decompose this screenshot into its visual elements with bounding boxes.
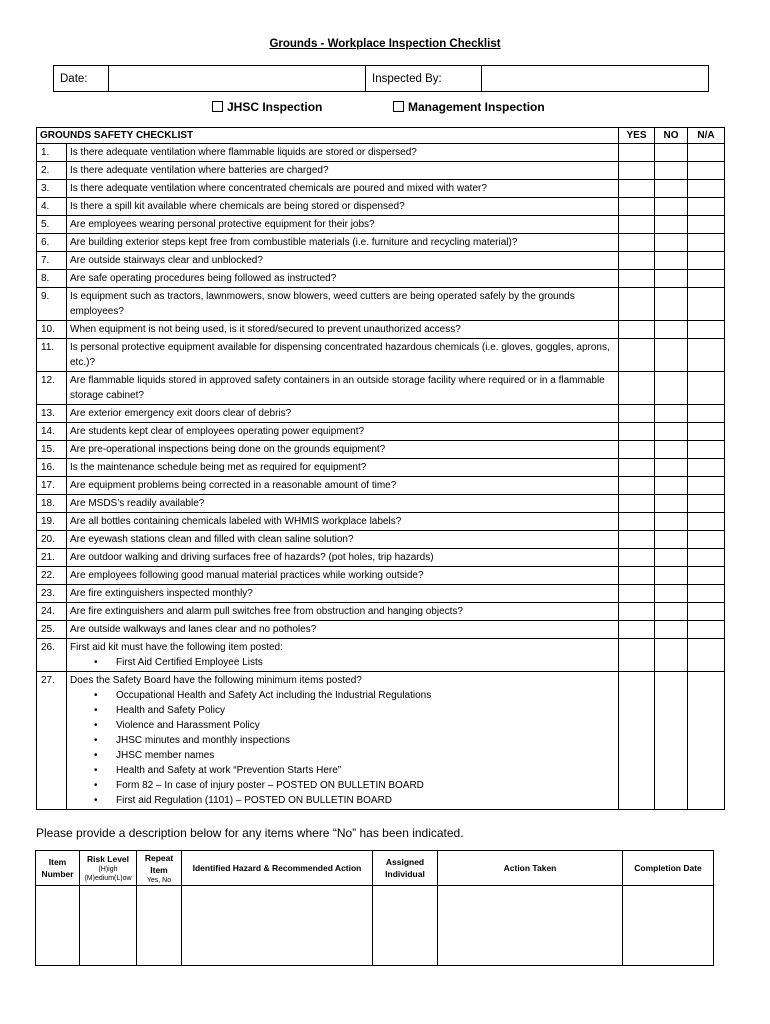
checklist-row: [37, 162, 725, 180]
yes-cell[interactable]: [619, 567, 655, 585]
repeat-item-label: Repeat Item: [144, 852, 174, 875]
item-question: [67, 513, 619, 531]
no-cell[interactable]: [655, 339, 688, 372]
na-cell[interactable]: [688, 531, 725, 549]
item-number: 19.: [37, 513, 67, 531]
item-question: [67, 216, 619, 234]
inspected-by-field[interactable]: [482, 66, 709, 92]
na-cell[interactable]: [688, 672, 725, 810]
management-inspection-option[interactable]: [393, 100, 545, 114]
yes-cell[interactable]: [619, 672, 655, 810]
no-column-header: NO: [655, 128, 688, 144]
yes-cell[interactable]: [619, 405, 655, 423]
item-number: 10.: [37, 321, 67, 339]
item-question-text: Is equipment such as tractors, lawnmowers, snow blowers, weed cutters are being operated safely by the grounds employees?: [70, 291, 575, 317]
item-number: 4.: [37, 198, 67, 216]
bullet-list: [70, 688, 615, 808]
item-question-text: Is there adequate ventilation where concentrated chemicals are poured and mixed with water?: [70, 183, 487, 194]
checklist-row: [37, 372, 725, 405]
item-question: [67, 531, 619, 549]
checklist-row: [37, 459, 725, 477]
bullet-item: • Health and Safety Policy: [116, 703, 615, 718]
no-cell[interactable]: [655, 477, 688, 495]
checklist-row: [37, 672, 725, 810]
yes-cell[interactable]: [619, 549, 655, 567]
no-cell[interactable]: [655, 162, 688, 180]
item-number: 1.: [37, 144, 67, 162]
item-number: 7.: [37, 252, 67, 270]
item-question-text: Are pre-operational inspections being done on the grounds equipment?: [70, 444, 386, 455]
description-instruction: Please provide a description below for any items where “No” has been indicated.: [36, 826, 464, 840]
item-question-text: Are employees wearing personal protective equipment for their jobs?: [70, 219, 375, 230]
checklist-row: [37, 477, 725, 495]
yes-cell[interactable]: [619, 144, 655, 162]
checklist-heading: GROUNDS SAFETY CHECKLIST: [37, 128, 619, 144]
yes-cell[interactable]: [619, 459, 655, 477]
header-table: [53, 65, 709, 92]
na-cell[interactable]: [688, 549, 725, 567]
no-cell[interactable]: [655, 180, 688, 198]
risk-level-header: [80, 851, 137, 886]
na-cell[interactable]: [688, 288, 725, 321]
yes-cell[interactable]: [619, 321, 655, 339]
risk-level-scale: (H)igh (M)edium(L)ow: [84, 866, 132, 882]
page-title: Grounds - Workplace Inspection Checklist: [269, 38, 501, 50]
yes-cell[interactable]: [619, 513, 655, 531]
assigned-cell[interactable]: [373, 886, 438, 966]
item-question-text: Is there a spill kit available where chemicals are being stored or dispensed?: [70, 201, 405, 212]
na-cell[interactable]: [688, 144, 725, 162]
na-cell[interactable]: [688, 567, 725, 585]
checklist-row: [37, 270, 725, 288]
item-question: [67, 339, 619, 372]
checklist-row: [37, 252, 725, 270]
item-question: [67, 549, 619, 567]
item-number: 20.: [37, 531, 67, 549]
item-question: [67, 252, 619, 270]
assigned-header: Assigned Individual: [373, 851, 438, 886]
checklist-row: [37, 405, 725, 423]
item-question: [67, 198, 619, 216]
item-number: 24.: [37, 603, 67, 621]
na-cell[interactable]: [688, 603, 725, 621]
no-cell[interactable]: [655, 639, 688, 672]
no-cell[interactable]: [655, 321, 688, 339]
item-question: [67, 477, 619, 495]
no-cell[interactable]: [655, 198, 688, 216]
no-cell[interactable]: [655, 234, 688, 252]
na-cell[interactable]: [688, 180, 725, 198]
item-number: 23.: [37, 585, 67, 603]
bullet-item: • Form 82 – In case of injury poster – POSTED ON BULLETIN BOARD: [116, 778, 615, 793]
yes-cell[interactable]: [619, 234, 655, 252]
yes-cell[interactable]: [619, 270, 655, 288]
item-question: [67, 234, 619, 252]
no-cell[interactable]: [655, 252, 688, 270]
item-question-text: Are MSDS’s readily available?: [70, 498, 205, 509]
item-question-text: Are all bottles containing chemicals labeled with WHMIS workplace labels?: [70, 516, 402, 527]
item-question: [67, 639, 619, 672]
na-cell[interactable]: [688, 198, 725, 216]
hazard-header: Identified Hazard & Recommended Action: [182, 851, 373, 886]
item-question-text: Is personal protective equipment available for dispensing concentrated hazardous chemicals (i.e. gloves, goggles, aprons, etc.)?: [70, 342, 610, 368]
item-question: [67, 321, 619, 339]
no-cell[interactable]: [655, 270, 688, 288]
bullet-item: • First aid Regulation (1101) – POSTED ON BULLETIN BOARD: [116, 793, 615, 808]
item-number: 21.: [37, 549, 67, 567]
checkbox-icon[interactable]: [393, 101, 404, 112]
item-question-text: Are eyewash stations clean and filled with clean saline solution?: [70, 534, 354, 545]
no-cell[interactable]: [655, 531, 688, 549]
bullet-list: [70, 655, 615, 670]
na-cell[interactable]: [688, 423, 725, 441]
item-number: 3.: [37, 180, 67, 198]
repeat-item-header: [137, 851, 182, 886]
na-cell[interactable]: [688, 621, 725, 639]
checklist-row: [37, 549, 725, 567]
checklist-row: [37, 441, 725, 459]
item-number: 9.: [37, 288, 67, 321]
bullet-item: • JHSC member names: [116, 748, 615, 763]
item-question: [67, 405, 619, 423]
item-number: 12.: [37, 372, 67, 405]
item-question-text: Are outside stairways clear and unblocked?: [70, 255, 263, 266]
date-label: Date:: [54, 66, 109, 92]
item-question-text: Are employees following good manual material practices while working outside?: [70, 570, 424, 581]
checklist-row: [37, 621, 725, 639]
item-question: [67, 180, 619, 198]
no-cell[interactable]: [655, 585, 688, 603]
risk-level-label: Risk Level: [86, 854, 130, 864]
item-question-text: Are students kept clear of employees operating power equipment?: [70, 426, 365, 437]
item-question: [67, 585, 619, 603]
item-question: [67, 372, 619, 405]
bullet-item: • JHSC minutes and monthly inspections: [116, 733, 615, 748]
bullet-item: • Occupational Health and Safety Act including the Industrial Regulations: [116, 688, 615, 703]
completion-date-cell[interactable]: [623, 886, 714, 966]
checklist-row: [37, 234, 725, 252]
checklist-row: [37, 603, 725, 621]
checklist-row: [37, 513, 725, 531]
checklist-row: [37, 288, 725, 321]
yes-cell[interactable]: [619, 531, 655, 549]
item-number: 15.: [37, 441, 67, 459]
item-question: [67, 270, 619, 288]
checklist-row: [37, 567, 725, 585]
item-number: 8.: [37, 270, 67, 288]
checklist-row: [37, 423, 725, 441]
item-question-text: Are outdoor walking and driving surfaces free of hazards? (pot holes, trip hazards): [70, 552, 434, 563]
item-question: [67, 672, 619, 810]
na-cell[interactable]: [688, 321, 725, 339]
item-question-text: Is the maintenance schedule being met as required for equipment?: [70, 462, 367, 473]
item-question-text: Is there adequate ventilation where batteries are charged?: [70, 165, 329, 176]
yes-column-header: YES: [619, 128, 655, 144]
item-number: 16.: [37, 459, 67, 477]
yes-cell[interactable]: [619, 339, 655, 372]
item-question-text: Are safe operating procedures being followed as instructed?: [70, 273, 337, 284]
item-question-text: Are fire extinguishers inspected monthly?: [70, 588, 253, 599]
item-number: 26.: [37, 639, 67, 672]
yes-cell[interactable]: [619, 180, 655, 198]
item-question-text: Are building exterior steps kept free from combustible materials (i.e. furniture and recycling material)?: [70, 237, 518, 248]
item-question: [67, 567, 619, 585]
no-cell[interactable]: [655, 372, 688, 405]
item-question: [67, 603, 619, 621]
no-cell[interactable]: [655, 513, 688, 531]
hazard-cell[interactable]: [182, 886, 373, 966]
yes-cell[interactable]: [619, 603, 655, 621]
repeat-item-cell[interactable]: [137, 886, 182, 966]
na-cell[interactable]: [688, 339, 725, 372]
na-cell[interactable]: [688, 441, 725, 459]
item-question-text: Is there adequate ventilation where flammable liquids are stored or dispersed?: [70, 147, 417, 158]
date-field[interactable]: [109, 66, 366, 92]
item-number: 6.: [37, 234, 67, 252]
checkbox-icon[interactable]: [212, 101, 223, 112]
yes-cell[interactable]: [619, 495, 655, 513]
item-number: 2.: [37, 162, 67, 180]
no-cell[interactable]: [655, 459, 688, 477]
na-cell[interactable]: [688, 216, 725, 234]
yes-cell[interactable]: [619, 162, 655, 180]
yes-cell[interactable]: [619, 216, 655, 234]
bullet-item: • Violence and Harassment Policy: [116, 718, 615, 733]
na-cell[interactable]: [688, 270, 725, 288]
item-number: 5.: [37, 216, 67, 234]
item-question: [67, 288, 619, 321]
item-number: 17.: [37, 477, 67, 495]
item-number: 25.: [37, 621, 67, 639]
item-question-text: Are flammable liquids stored in approved safety containers in an outside storage facility where required or in a flammable storage cabinet?: [70, 375, 605, 401]
na-cell[interactable]: [688, 639, 725, 672]
yes-cell[interactable]: [619, 621, 655, 639]
followup-table: [35, 850, 714, 966]
item-number: 14.: [37, 423, 67, 441]
no-cell[interactable]: [655, 549, 688, 567]
safety-checklist-table: [36, 127, 725, 810]
na-cell[interactable]: [688, 162, 725, 180]
no-cell[interactable]: [655, 405, 688, 423]
checklist-row: [37, 144, 725, 162]
checklist-row: [37, 216, 725, 234]
yes-cell[interactable]: [619, 198, 655, 216]
checklist-row: [37, 180, 725, 198]
checklist-row: [37, 639, 725, 672]
yes-cell[interactable]: [619, 585, 655, 603]
item-number-header: Item Number: [36, 851, 80, 886]
repeat-item-options: Yes, No: [146, 876, 172, 884]
inspected-by-label: Inspected By:: [366, 66, 482, 92]
item-question: [67, 495, 619, 513]
na-cell[interactable]: [688, 459, 725, 477]
item-question-text: First aid kit must have the following item posted:: [70, 642, 283, 653]
na-column-header: N/A: [688, 128, 725, 144]
item-question-text: Are equipment problems being corrected in a reasonable amount of time?: [70, 480, 397, 491]
no-cell[interactable]: [655, 672, 688, 810]
no-cell[interactable]: [655, 621, 688, 639]
yes-cell[interactable]: [619, 441, 655, 459]
checklist-row: [37, 321, 725, 339]
item-question-text: Are fire extinguishers and alarm pull switches free from obstruction and hanging objects?: [70, 606, 463, 617]
no-cell[interactable]: [655, 441, 688, 459]
na-cell[interactable]: [688, 585, 725, 603]
na-cell[interactable]: [688, 372, 725, 405]
item-question-text: Are outside walkways and lanes clear and no potholes?: [70, 624, 317, 635]
checklist-row: [37, 198, 725, 216]
item-question: [67, 423, 619, 441]
risk-level-cell[interactable]: [80, 886, 137, 966]
na-cell[interactable]: [688, 234, 725, 252]
item-number: 22.: [37, 567, 67, 585]
item-question-text: Does the Safety Board have the following minimum items posted?: [70, 675, 362, 686]
item-question: [67, 144, 619, 162]
yes-cell[interactable]: [619, 423, 655, 441]
checklist-row: [37, 339, 725, 372]
na-cell[interactable]: [688, 513, 725, 531]
item-question-text: When equipment is not being used, is it stored/secured to prevent unauthorized access?: [70, 324, 461, 335]
item-number: 13.: [37, 405, 67, 423]
jhsc-inspection-label: JHSC Inspection: [227, 100, 323, 114]
checklist-row: [37, 585, 725, 603]
item-question: [67, 441, 619, 459]
na-cell[interactable]: [688, 495, 725, 513]
item-question-text: Are exterior emergency exit doors clear of debris?: [70, 408, 292, 419]
item-number: 11.: [37, 339, 67, 372]
management-inspection-label: Management Inspection: [408, 100, 545, 114]
checklist-row: [37, 495, 725, 513]
bullet-item: • Health and Safety at work “Prevention Starts Here”: [116, 763, 615, 778]
jhsc-inspection-option[interactable]: [212, 100, 322, 114]
item-number: 27.: [37, 672, 67, 810]
no-cell[interactable]: [655, 423, 688, 441]
no-cell[interactable]: [655, 144, 688, 162]
action-cell[interactable]: [438, 886, 623, 966]
na-cell[interactable]: [688, 405, 725, 423]
yes-cell[interactable]: [619, 288, 655, 321]
no-cell[interactable]: [655, 216, 688, 234]
bullet-item: • First Aid Certified Employee Lists: [116, 655, 615, 670]
completion-date-header: Completion Date: [623, 851, 714, 886]
item-question: [67, 459, 619, 477]
yes-cell[interactable]: [619, 252, 655, 270]
yes-cell[interactable]: [619, 639, 655, 672]
no-cell[interactable]: [655, 603, 688, 621]
action-header: Action Taken: [438, 851, 623, 886]
item-question: [67, 162, 619, 180]
checklist-row: [37, 531, 725, 549]
na-cell[interactable]: [688, 477, 725, 495]
no-cell[interactable]: [655, 288, 688, 321]
no-cell[interactable]: [655, 567, 688, 585]
item-number: 18.: [37, 495, 67, 513]
no-cell[interactable]: [655, 495, 688, 513]
item-number-cell[interactable]: [36, 886, 80, 966]
na-cell[interactable]: [688, 252, 725, 270]
yes-cell[interactable]: [619, 477, 655, 495]
item-question: [67, 621, 619, 639]
yes-cell[interactable]: [619, 372, 655, 405]
